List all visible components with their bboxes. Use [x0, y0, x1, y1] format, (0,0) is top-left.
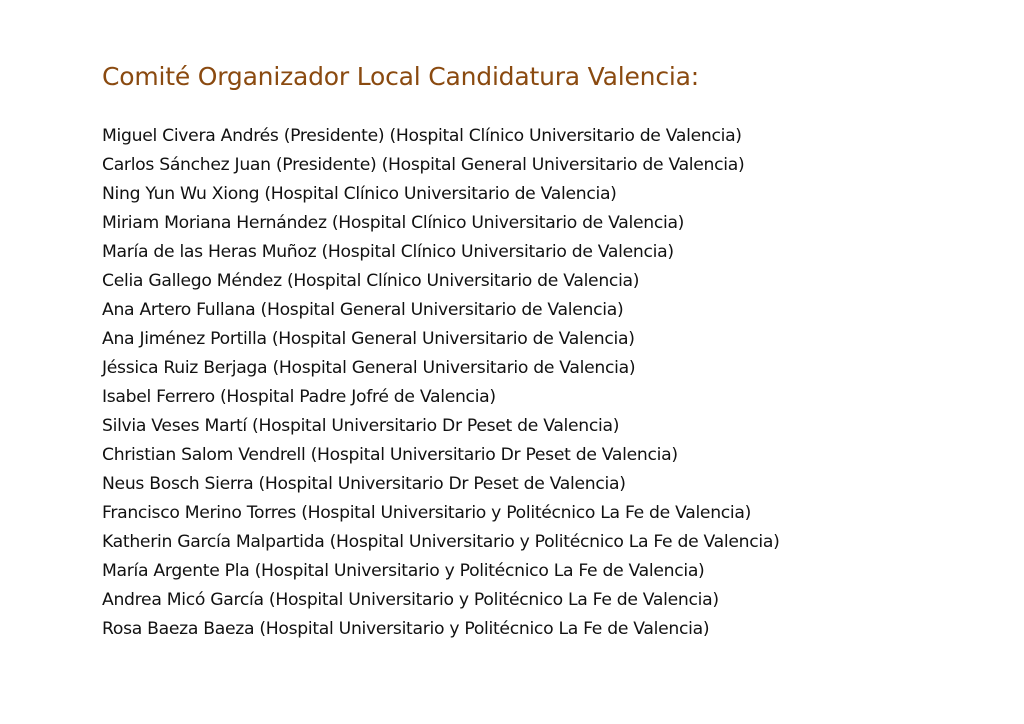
- committee-member: Ana Artero Fullana (Hospital General Universitario de Valencia): [102, 300, 624, 320]
- committee-member: Miriam Moriana Hernández (Hospital Clínico Universitario de Valencia): [102, 213, 685, 233]
- committee-member-list: [102, 122, 780, 644]
- committee-member: Miguel Civera Andrés (Presidente) (Hospital Clínico Universitario de Valencia): [102, 126, 742, 146]
- committee-member: Silvia Veses Martí (Hospital Universitario Dr Peset de Valencia): [102, 416, 620, 436]
- committee-member: Andrea Micó García (Hospital Universitario y Politécnico La Fe de Valencia): [102, 590, 719, 610]
- committee-member: Jéssica Ruiz Berjaga (Hospital General Universitario de Valencia): [102, 358, 636, 378]
- committee-member: Katherin García Malpartida (Hospital Universitario y Politécnico La Fe de Valencia): [102, 532, 780, 552]
- committee-member: María Argente Pla (Hospital Universitario y Politécnico La Fe de Valencia): [102, 561, 705, 581]
- committee-member: Francisco Merino Torres (Hospital Universitario y Politécnico La Fe de Valencia): [102, 503, 752, 523]
- committee-member: Neus Bosch Sierra (Hospital Universitario Dr Peset de Valencia): [102, 474, 626, 494]
- committee-member: Ana Jiménez Portilla (Hospital General Universitario de Valencia): [102, 329, 635, 349]
- slide-title: Comité Organizador Local Candidatura Valencia:: [102, 62, 699, 91]
- committee-member: Rosa Baeza Baeza (Hospital Universitario y Politécnico La Fe de Valencia): [102, 619, 710, 639]
- committee-member: María de las Heras Muñoz (Hospital Clínico Universitario de Valencia): [102, 242, 674, 262]
- committee-member: Isabel Ferrero (Hospital Padre Jofré de Valencia): [102, 387, 496, 407]
- committee-member: Celia Gallego Méndez (Hospital Clínico Universitario de Valencia): [102, 271, 640, 291]
- committee-member: Christian Salom Vendrell (Hospital Universitario Dr Peset de Valencia): [102, 445, 678, 465]
- committee-member: Ning Yun Wu Xiong (Hospital Clínico Universitario de Valencia): [102, 184, 617, 204]
- committee-member: Carlos Sánchez Juan (Presidente) (Hospital General Universitario de Valencia): [102, 155, 745, 175]
